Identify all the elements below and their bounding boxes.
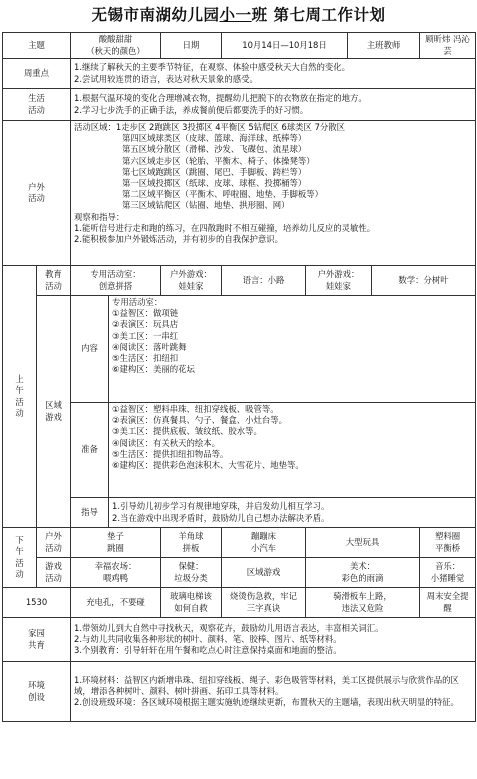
afternoon-game-row xyxy=(3,558,476,588)
afternoon-outdoor-item: 大型玩具 xyxy=(306,528,420,558)
guide-label: 指导 xyxy=(71,498,109,528)
afternoon-label: 下 午 活 动 xyxy=(3,528,37,588)
weekly-plan-table xyxy=(2,32,476,722)
life-label: 生活 活动 xyxy=(3,89,71,121)
date-value: 10月14日—10月18日 xyxy=(222,33,348,59)
edu-item: 户外游戏： 娃娃家 xyxy=(306,266,372,296)
environment-line: 1.环境材料：益智区内新增串珠、纽扣穿线板、绳子、彩色吸管等材料，美工区提供展示与欣赏作品的区域，增添各种树叶、颜料、树叶拼画、拓印工具等材料。 xyxy=(74,674,459,696)
morning-edu-row xyxy=(3,266,476,296)
outdoor-areas: 活动区域：1走步区 2跑跳区 3投掷区 4平衡区 5钻爬区 6球类区 7分散区 xyxy=(74,122,346,132)
date-label: 日期 xyxy=(161,33,222,59)
area-label: 区域 游戏 xyxy=(37,296,71,528)
afternoon-outdoor-row xyxy=(3,528,476,558)
afternoon-game-item: 美术： 彩色的雨滴 xyxy=(306,558,420,588)
afternoon-outdoor-item: 羊角球 拼板 xyxy=(161,528,222,558)
life-row xyxy=(3,89,476,121)
content-line: ⑤生活区：扣纽扣 xyxy=(112,353,179,364)
content-cell xyxy=(109,296,476,403)
safety-item: 周末安全提醒 xyxy=(420,588,476,618)
life-line: 1.根据气温环境的变化合理增减衣物，提醒幼儿把脱下的衣物放在指定的地方。 xyxy=(74,93,367,104)
edu-item: 语言：小路 xyxy=(222,266,306,296)
edu-label: 教育 活动 xyxy=(37,266,71,296)
outdoor-zone: 第三区域钻爬区（钻圈、地垫、拱形圈、网） xyxy=(122,200,290,211)
outdoor-zone: 第六区域走步区（轮胎、平衡木、椅子、体操凳等） xyxy=(122,155,315,166)
outdoor-zone: 第五区域分散区（滑梯、沙发、飞碟包、流星球） xyxy=(122,144,307,155)
outdoor-content xyxy=(71,121,476,266)
school-name: 无锡市南湖幼儿园 xyxy=(91,6,220,24)
focus-content xyxy=(71,59,476,89)
outdoor-guide-line: 1.能听信号进行走和跑的练习，在四散跑时不相互碰撞，培养幼儿反应的灵敏性。 xyxy=(74,222,376,233)
focus-line: 1.继续了解秋天的主要季节特征，在观察、体验中感受秋天大自然的变化。 xyxy=(74,62,350,73)
header-row xyxy=(3,33,476,59)
page-title xyxy=(0,0,477,30)
life-line: 2.学习七步洗手的正确手法，养成餐前便后都要洗手的好习惯。 xyxy=(74,104,309,115)
content-line: ③美工区：一串红 xyxy=(112,330,179,341)
teacher-label: 主班教师 xyxy=(348,33,420,59)
theme-value: 酸酸甜甜 （秋天的颜色） xyxy=(71,33,161,59)
safety-item: 骑滑板车上路， 违法又危险 xyxy=(306,588,420,618)
area-guide-row xyxy=(3,498,476,528)
family-line: 1.带领幼儿到大自然中寻找秋天，观察花卉，鼓励幼儿用语言表达，丰富相关词汇。 xyxy=(74,622,384,633)
environment-line: 2.创设班级环境：各区域环境根据主题实施轨迹继续更新，布置秋天的主题墙，表现出秋天明显的特征。 xyxy=(74,697,459,708)
focus-label: 周重点 xyxy=(3,59,71,89)
edu-item: 专用活动室： 创意拼搭 xyxy=(71,266,161,296)
theme-label: 主题 xyxy=(3,33,71,59)
family-row xyxy=(3,618,476,662)
prep-cell xyxy=(109,403,476,498)
area-content-row xyxy=(3,296,476,403)
afternoon-game-item: 音乐： 小猪睡觉 xyxy=(420,558,476,588)
title-suffix: 班 第七周工作计划 xyxy=(251,6,386,24)
focus-line: 2.尝试用较连贯的语言，表达对秋天景象的感受。 xyxy=(74,73,258,84)
family-line: 3.个别教育：引导轩轩在用午餐和吃点心时注意保持桌面和地面的整洁。 xyxy=(74,645,342,656)
outdoor-guide-title: 观察和指导： xyxy=(74,211,125,222)
focus-row xyxy=(3,59,476,89)
afternoon-outdoor-item: 蹦蹦床 小汽车 xyxy=(222,528,306,558)
safety-item: 烧烫伤急救，牢记 三字真诀 xyxy=(222,588,306,618)
morning-label: 上 午 活 动 xyxy=(3,266,37,528)
afternoon-outdoor-item: 塑料圈 平衡桥 xyxy=(420,528,476,558)
prep-line: ③美工区：提供底板、皱纹纸、胶水等。 xyxy=(112,426,262,437)
safety-item: 玻璃电梯该 如何自救 xyxy=(161,588,222,618)
family-content xyxy=(71,618,476,662)
prep-line: ②表演区：仿真餐具、勺子、餐盒、小灶台等。 xyxy=(112,415,288,426)
content-line: ⑥建构区：美丽的花坛 xyxy=(112,364,195,375)
class-name: 小一 xyxy=(219,6,252,24)
content-line: 专用活动室： xyxy=(112,297,163,307)
safety-row xyxy=(3,588,476,618)
content-line: ①益智区：做项链 xyxy=(112,308,179,319)
content-line: ②表演区：玩具店 xyxy=(112,319,179,330)
afternoon-game-item: 区域游戏 xyxy=(222,558,306,588)
afternoon-game-item: 幸福农场： 喂鸡鸭 xyxy=(71,558,161,588)
family-label: 家园 共育 xyxy=(3,618,71,662)
outdoor-zone: 第七区域跑跳区（跳圈、尾巴、手脚板、跨栏等） xyxy=(122,166,307,177)
edu-item: 数学：分树叶 xyxy=(372,266,476,296)
prep-line: ⑤生活区：提供扣纽扣物品等。 xyxy=(112,448,229,459)
environment-label: 环境 创设 xyxy=(3,662,71,722)
prep-line: ①益智区：塑料串珠、纽扣穿线板、吸管等。 xyxy=(112,404,279,414)
family-line: 2.与幼儿共同收集各种形状的树叶、颜料、笔、胶棒、图片、纸等材料。 xyxy=(74,633,342,644)
prep-label: 准备 xyxy=(71,403,109,498)
afternoon-outdoor-item: 垫子 跳圈 xyxy=(71,528,161,558)
afternoon-game-item: 保健： 垃圾分类 xyxy=(161,558,222,588)
safety-label: 1530 xyxy=(3,588,71,618)
prep-line: ④阅读区：有关秋天的绘本。 xyxy=(112,437,221,448)
teacher-value: 顾昕炜 冯沁芸 xyxy=(420,33,476,59)
safety-item: 充电孔，不要碰 xyxy=(71,588,161,618)
outdoor-zone: 第二区域平衡区（平衡木、呼啦圈、地垫、手脚板等） xyxy=(122,189,323,200)
outdoor-row xyxy=(3,121,476,266)
environment-content xyxy=(71,662,476,722)
guide-line: 1.引导幼儿初步学习有规律地穿珠，并启发幼儿相互学习。 xyxy=(112,501,330,512)
outdoor-guide-line: 2.能积极参加户外锻炼活动，并有初步的自我保护意识。 xyxy=(74,234,283,245)
area-prep-row xyxy=(3,403,476,498)
afternoon-outdoor-label: 户外 活动 xyxy=(37,528,71,558)
environment-row xyxy=(3,662,476,722)
afternoon-game-label: 游戏 活动 xyxy=(37,558,71,588)
life-content xyxy=(71,89,476,121)
outdoor-label: 户外 活动 xyxy=(3,121,71,266)
edu-item: 户外游戏： 娃娃家 xyxy=(161,266,222,296)
outdoor-zone: 第四区域球类区（皮球、篮球、海洋球、纸棒等） xyxy=(122,133,307,144)
guide-cell xyxy=(109,498,476,528)
content-line: ④阅读区：落叶跳舞 xyxy=(112,341,187,352)
outdoor-zone: 第一区域投掷区（纸球、皮球、球框、投掷桶等） xyxy=(122,178,307,189)
guide-line: 2.当在游戏中出现矛盾时，鼓励幼儿自己想办法解决矛盾。 xyxy=(112,512,330,523)
content-label: 内容 xyxy=(71,296,109,403)
prep-line: ⑥建构区：提供彩色泡沫积木、大雪花片、地垫等。 xyxy=(112,460,304,471)
